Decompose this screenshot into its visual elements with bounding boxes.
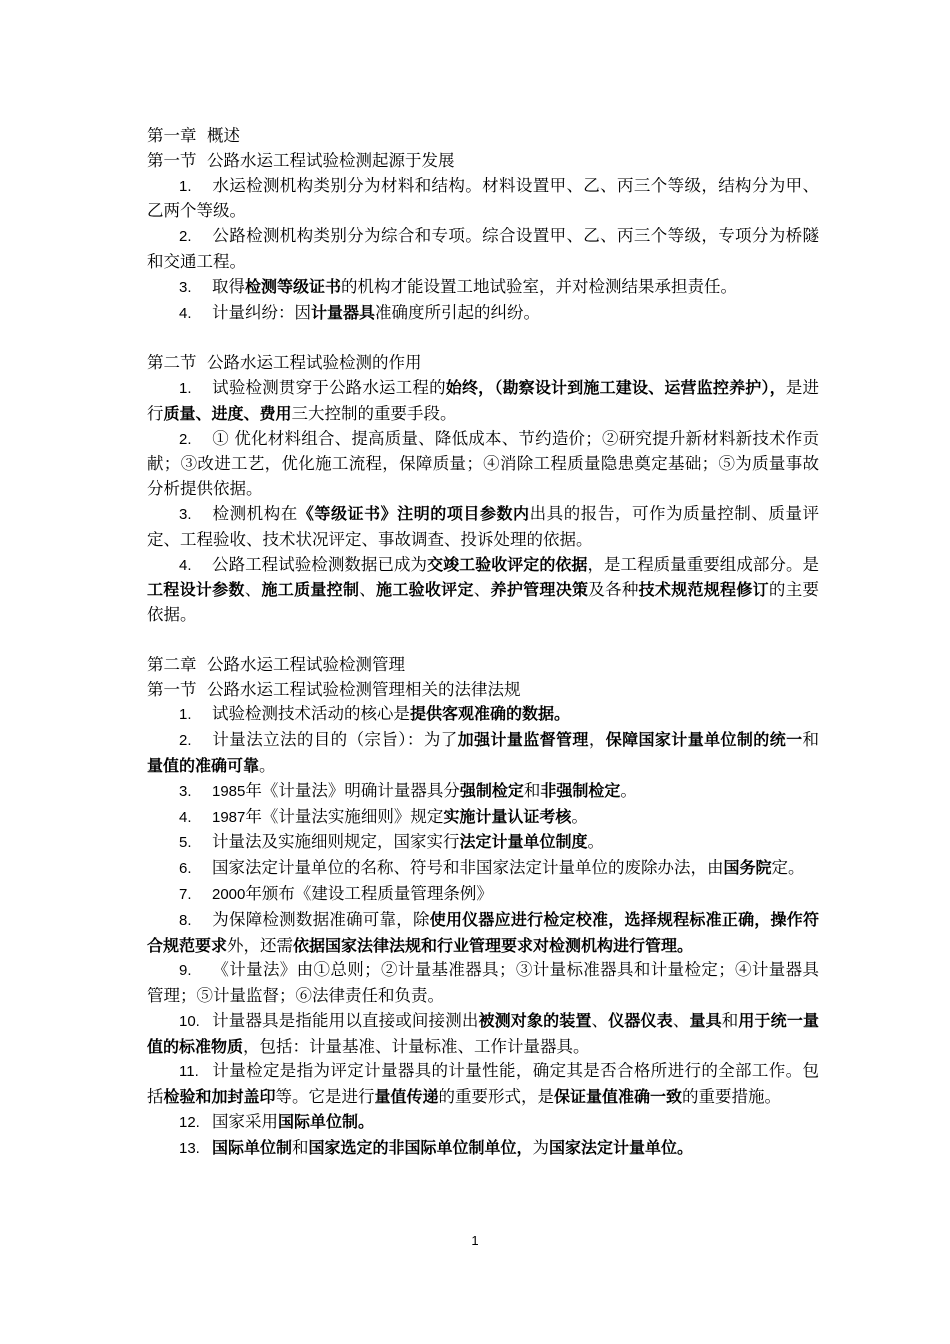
list-item: 2. ① 优化材料组合、提高质量、降低成本、节约造价；②研究提升新材料新技术作贡献；③改进工艺，优化施工流程，保障质量；④消除工程质量隐患奠定基础；⑤为质量事故分析提供依据。 bbox=[147, 428, 819, 499]
section-title: 第一节 公路水运工程试验检测起源于发展 bbox=[147, 150, 455, 170]
list-item: 13. 国际单位制和国家选定的非国际单位制单位，为国家法定计量单位。 bbox=[179, 1137, 694, 1157]
chapter-title: 第一章 概述 bbox=[147, 126, 240, 145]
list-item: 12. 国家采用国际单位制。 bbox=[179, 1112, 375, 1132]
chapter-title: 第二章 公路水运工程试验检测管理 bbox=[147, 654, 405, 674]
list-item: 4. 公路工程试验检测数据已成为交竣工验收评定的依据，是工程质量重要组成部分。是工程设计参数、施工质量控制、施工验收评定、养护管理决策及各种技术规范规程修订的主要依据。 bbox=[147, 554, 819, 625]
list-item: 2. 公路检测机构类别分为综合和专项。综合设置甲、乙、丙三个等级，专项分为桥隧和交通工程。 bbox=[147, 226, 819, 271]
page-number: 1 bbox=[471, 1233, 479, 1248]
list-item: 3. 1985年《计量法》明确计量器具分强制检定和非强制检定。 bbox=[179, 780, 637, 800]
list-item: 4. 计量纠纷：因计量器具准确度所引起的纠纷。 bbox=[179, 302, 541, 322]
blank-line bbox=[147, 628, 819, 653]
list-item: 10. 计量器具是指能用以直接或间接测出被测对象的装置、仪器仪表、量具和用于统一量值的标准物质，包括：计量基准、计量标准、工作计量器具。 bbox=[147, 1010, 819, 1056]
list-item: 4. 1987年《计量法实施细则》规定实施计量认证考核。 bbox=[179, 806, 588, 826]
list-item: 3. 取得检测等级证书的机构才能设置工地试验室，并对检测结果承担责任。 bbox=[179, 276, 738, 296]
list-item: 7. 2000年颁布《建设工程质量管理条例》 bbox=[179, 883, 493, 903]
list-item: 5. 计量法及实施细则规定，国家实行法定计量单位制度。 bbox=[179, 832, 605, 852]
list-item: 1. 试验检测贯穿于公路水运工程的始终，（勘察设计到施工建设、运营监控养护），是进行质量、进度、费用三大控制的重要手段。 bbox=[147, 377, 819, 423]
list-item: 1. 水运检测机构类别分为材料和结构。材料设置甲、乙、丙三个等级，结构分为甲、乙两个等级。 bbox=[147, 175, 819, 221]
list-item: 8. 为保障检测数据准确可靠，除使用仪器应进行检定校准，选择规程标准正确，操作符合规范要求外，还需依据国家法律法规和行业管理要求对检测机构进行管理。 bbox=[147, 909, 819, 955]
list-item: 6. 国家法定计量单位的名称、符号和非国家法定计量单位的废除办法，由国务院定。 bbox=[179, 858, 805, 878]
page-content bbox=[147, 124, 819, 1162]
list-item: 3. 检测机构在《等级证书》注明的项目参数内出具的报告，可作为质量控制、质量评定、工程验收、技术状况评定、事故调查、投诉处理的依据。 bbox=[147, 503, 820, 549]
list-item: 1. 试验检测技术活动的核心是提供客观准确的数据。 bbox=[179, 704, 571, 724]
list-item: 11. 计量检定是指为评定计量器具的计量性能，确定其是否合格所进行的全部工作。包括检验和加封盖印等。它是进行量值传递的重要形式，是保证量值准确一致的重要措施。 bbox=[147, 1061, 819, 1107]
list-item: 2. 计量法立法的目的（宗旨）：为了加强计量监督管理，保障国家计量单位制的统一和量值的准确可靠。 bbox=[147, 730, 819, 775]
section-title: 第二节 公路水运工程试验检测的作用 bbox=[147, 353, 422, 373]
blank-line bbox=[147, 326, 819, 351]
section-title: 第一节 公路水运工程试验检测管理相关的法律法规 bbox=[147, 679, 521, 699]
list-item: 9. 《计量法》由①总则；②计量基准器具；③计量标准器具和计量检定；④计量器具管理；⑤计量监督；⑥法律责任和负责。 bbox=[147, 960, 819, 1006]
